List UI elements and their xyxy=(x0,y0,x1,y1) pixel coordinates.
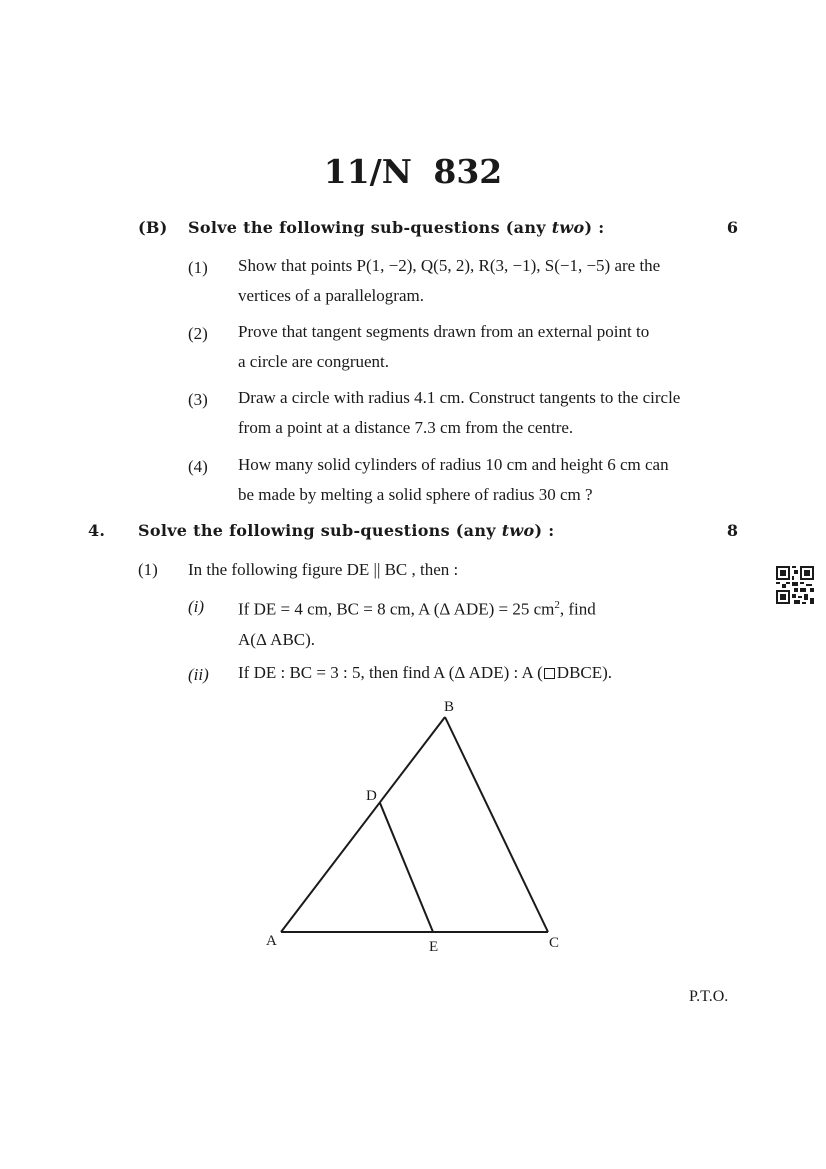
sub-question-text: In the following figure DE || BC , then : xyxy=(188,560,459,579)
sub-question-number: (1) xyxy=(138,560,158,579)
question-4-marks: 8 xyxy=(726,521,738,540)
part-number: (ii) xyxy=(188,665,209,684)
qr-code-icon xyxy=(776,566,814,604)
vertex-label-d: D xyxy=(366,788,377,804)
question-number: (4) xyxy=(188,457,208,476)
section-b-marks: 6 xyxy=(726,218,738,237)
vertex-label-a: A xyxy=(266,933,277,949)
question-number: (1) xyxy=(188,258,208,277)
question-text: Prove that tangent segments drawn from an external point to a circle are congruent. xyxy=(238,322,650,371)
part-number: (i) xyxy=(188,597,205,616)
vertex-label-c: C xyxy=(549,935,560,951)
question-number: (3) xyxy=(188,390,208,409)
question-4-instruction: Solve the following sub-questions (any two) : xyxy=(138,521,555,540)
question-text: Draw a circle with radius 4.1 cm. Construct tangents to the circle from a point at a distance 7.3 cm from the centre. xyxy=(238,388,681,437)
section-b-label: (B) xyxy=(138,218,168,237)
segment-de xyxy=(380,803,433,932)
part-text: If DE = 4 cm, BC = 8 cm, A (Δ ADE) = 25 $cm^2$, find A(Δ ABC). xyxy=(238,599,596,649)
section-b-instruction: Solve the following sub-questions (any two) : xyxy=(188,218,605,237)
triangle-figure xyxy=(230,690,590,965)
vertex-label-b: B xyxy=(444,699,455,715)
question-text: Show that points P(1, −2), Q(5, 2), R(3, −1), S(−1, −5) are the vertices of a parallelogram. xyxy=(238,256,661,305)
paper-code: 11/N 832 xyxy=(323,152,503,191)
vertex-label-e: E xyxy=(429,939,439,955)
quadrilateral-symbol xyxy=(544,668,555,679)
part-text: If DE : BC = 3 : 5, then find A (Δ ADE) : A ( DBCE). xyxy=(238,663,613,682)
question-text: How many solid cylinders of radius 10 cm and height 6 cm can be made by melting a solid sphere of radius 30 cm ? xyxy=(238,455,669,504)
side-bc xyxy=(445,717,548,932)
question-4-label: 4. xyxy=(88,521,106,540)
pto-footer: P.T.O. xyxy=(689,988,729,1005)
question-number: (2) xyxy=(188,324,208,343)
